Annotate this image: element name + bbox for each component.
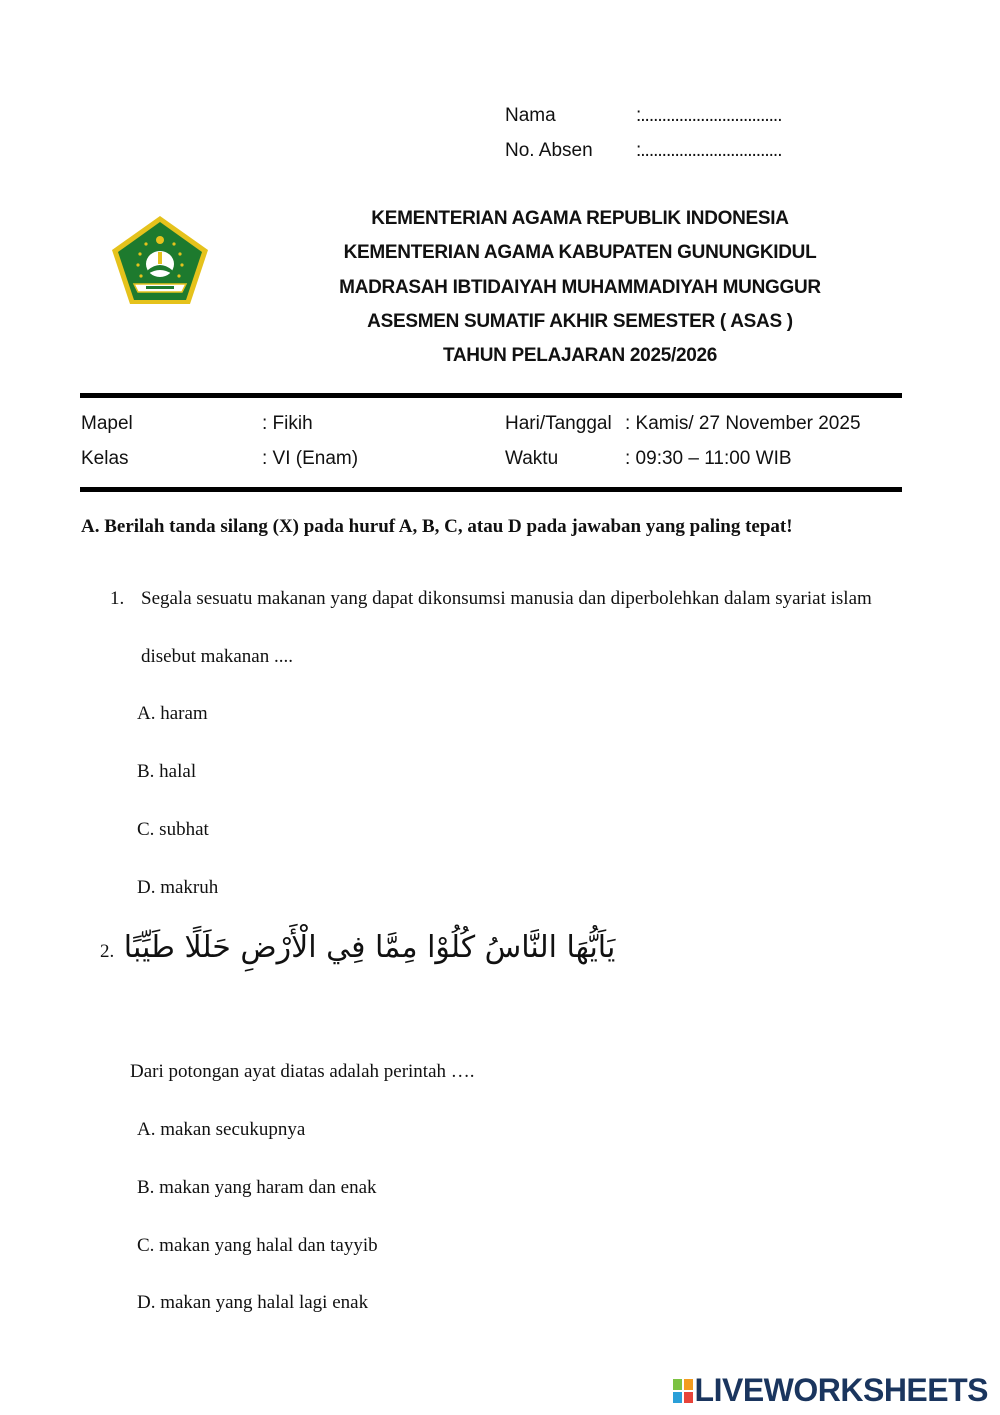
date-label: Hari/Tanggal: [505, 413, 612, 434]
liveworksheets-logo-icon: [673, 1379, 693, 1403]
absence-number-input-line[interactable]: :.................................: [636, 140, 782, 161]
header-exam-line: ASESMEN SUMATIF AKHIR SEMESTER ( ASAS ): [367, 311, 793, 332]
class-value: : VI (Enam): [262, 448, 359, 469]
question-2-option-d[interactable]: D. makan yang halal lagi enak: [137, 1292, 369, 1313]
bottom-divider: [80, 487, 902, 492]
time-label: Waktu: [505, 448, 559, 469]
question-1-option-d[interactable]: D. makruh: [137, 877, 219, 898]
question-1-option-a[interactable]: A. haram: [137, 703, 208, 724]
question-1-text-line1: Segala sesuatu makanan yang dapat dikonsumsi manusia dan diperbolehkan dalam syariat islam: [141, 588, 872, 609]
question-2-arabic-text: يَاَيُّهَا النَّاسُ كُلُوْا مِمَّا فِي الْأَرْضِ حَلَلًا طَيِّبًا: [123, 930, 616, 965]
name-input-line[interactable]: :.................................: [636, 105, 782, 126]
name-label: Nama: [505, 105, 556, 126]
question-1-option-c[interactable]: C. subhat: [137, 819, 209, 840]
liveworksheets-brand-text: LIVEWORKSHEETS: [694, 1372, 988, 1408]
subject-value: : Fikih: [262, 413, 313, 434]
question-2-option-b[interactable]: B. makan yang haram dan enak: [137, 1177, 377, 1198]
header-school-line: MADRASAH IBTIDAIYAH MUHAMMADIYAH MUNGGUR: [339, 277, 821, 298]
instruction-text: A. Berilah tanda silang (X) pada huruf A, B, C, atau D pada jawaban yang paling tepat!: [81, 516, 793, 537]
question-1-number: 1.: [110, 588, 125, 609]
question-2-number: 2.: [100, 941, 115, 962]
top-divider: [80, 393, 902, 398]
question-2-option-c[interactable]: C. makan yang halal dan tayyib: [137, 1235, 378, 1256]
question-2-option-a[interactable]: A. makan secukupnya: [137, 1119, 306, 1140]
class-label: Kelas: [81, 448, 129, 469]
absence-number-label: No. Absen: [505, 140, 593, 161]
time-value: : 09:30 – 11:00 WIB: [625, 448, 792, 469]
question-1-option-b[interactable]: B. halal: [137, 761, 197, 782]
header-year-line: TAHUN PELAJARAN 2025/2026: [442, 345, 718, 366]
question-2-verse: [100, 930, 615, 965]
question-2-text: Dari potongan ayat diatas adalah perintah ….: [130, 1061, 475, 1082]
liveworksheets-brand: [673, 1372, 988, 1409]
header-ministry-line: KEMENTERIAN AGAMA REPUBLIK INDONESIA: [371, 208, 789, 229]
header-regency-line: KEMENTERIAN AGAMA KABUPATEN GUNUNGKIDUL: [343, 242, 817, 263]
subject-label: Mapel: [81, 413, 133, 434]
date-value: : Kamis/ 27 November 2025: [625, 413, 861, 434]
question-1-text-line2: disebut makanan ....: [141, 646, 293, 667]
